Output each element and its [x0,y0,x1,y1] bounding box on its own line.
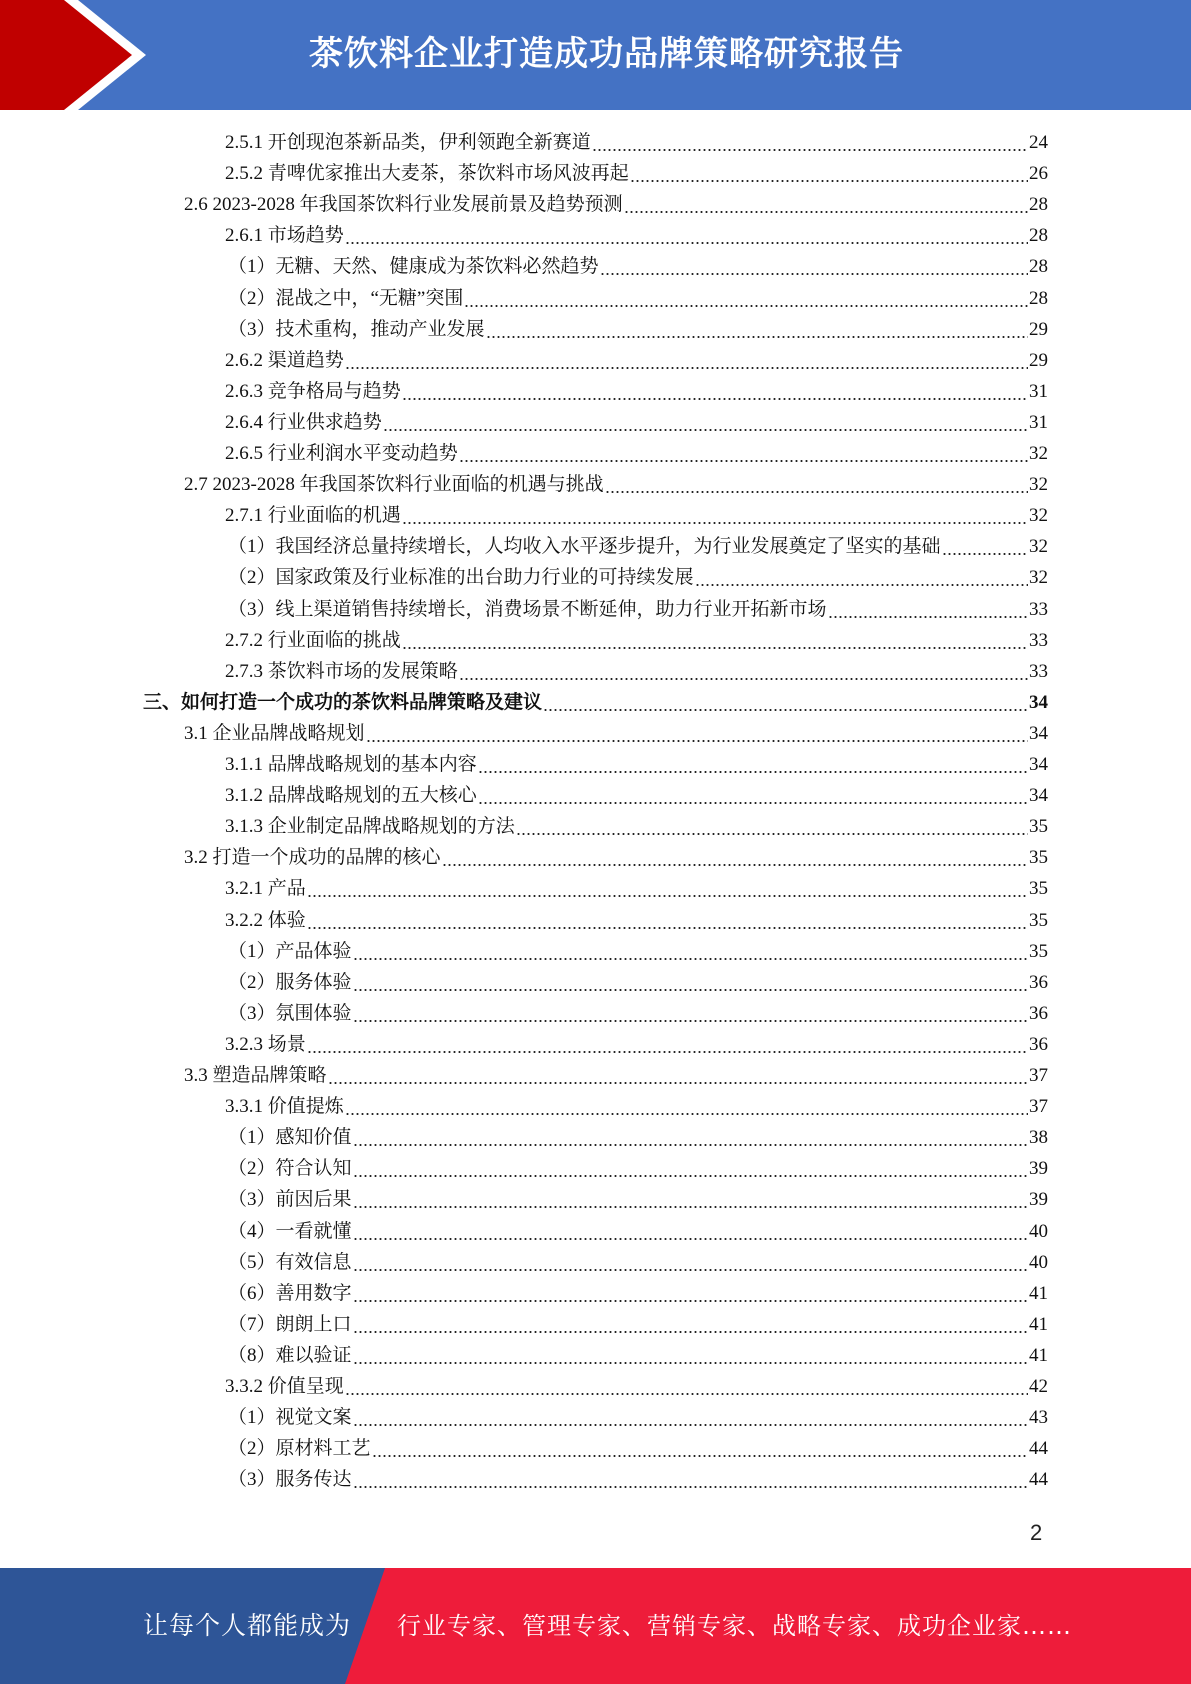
toc-entry-label: （1）视觉文案 [228,1407,352,1428]
toc-entry[interactable] [225,1371,1048,1402]
toc-entry[interactable] [143,687,1048,718]
toc-entry-label: 2.6 2023-2028 年我国茶饮料行业发展前景及趋势预测 [184,194,623,215]
toc-entry-page: 35 [1029,941,1048,962]
toc-entry[interactable] [184,189,1048,220]
toc-entry[interactable] [228,1433,1048,1464]
toc-entry[interactable] [225,220,1048,251]
toc-entry-page: 36 [1029,1034,1048,1055]
toc-leader-dots [345,220,1028,251]
toc-entry-label: 2.6.1 市场趋势 [225,225,344,246]
toc-entry-label: 2.5.1 开创现泡茶新品类，伊利领跑全新赛道 [225,132,591,153]
toc-entry-page: 42 [1029,1376,1048,1397]
toc-leader-dots [307,873,1028,904]
toc-entry-label: 3.2.2 体验 [225,910,306,931]
toc-leader-dots [459,438,1028,469]
toc-leader-dots [459,656,1028,687]
toc-entry-page: 39 [1029,1189,1048,1210]
toc-leader-dots [592,127,1028,158]
toc-entry-label: 2.5.2 青啤优家推出大麦茶，茶饮料市场风波再起 [225,163,629,184]
toc-leader-dots [478,780,1028,811]
toc-entry[interactable] [225,625,1048,656]
toc-entry[interactable] [228,531,1048,562]
toc-entry-label: （3）前因后果 [228,1189,352,1210]
toc-entry-label: 2.6.5 行业利润水平变动趋势 [225,443,458,464]
toc-leader-dots [464,283,1028,314]
toc-entry-page: 33 [1029,599,1048,620]
toc-entry-label: 2.6.3 竞争格局与趋势 [225,381,401,402]
footer-slogan-left: 让每个人都能成为 [143,1611,352,1640]
toc-entry[interactable] [225,158,1048,189]
toc-entry[interactable] [228,1402,1048,1433]
toc-leader-dots [478,749,1028,780]
toc-entry-page: 39 [1029,1158,1048,1179]
toc-entry-label: （6）善用数字 [228,1283,352,1304]
toc-entry-label: 3.1.2 品牌战略规划的五大核心 [225,785,477,806]
toc-entry[interactable] [225,780,1048,811]
toc-entry-label: （1）无糖、天然、健康成为茶饮料必然趋势 [228,256,599,277]
toc-entry-label: 3.3.1 价值提炼 [225,1096,344,1117]
toc-entry-label: 3.1.1 品牌战略规划的基本内容 [225,754,477,775]
toc-entry-page: 32 [1029,505,1048,526]
toc-entry-page: 28 [1029,288,1048,309]
toc-leader-dots [402,625,1028,656]
toc-leader-dots [372,1433,1028,1464]
toc-entry[interactable] [228,1216,1048,1247]
toc-entry[interactable] [228,998,1048,1029]
toc-entry-label: 3.2.3 场景 [225,1034,306,1055]
toc-entry-label: 3.1 企业品牌战略规划 [184,723,365,744]
toc-entry-page: 26 [1029,163,1048,184]
toc-leader-dots [695,562,1028,593]
toc-leader-dots [543,687,1028,718]
toc-leader-dots [486,314,1028,345]
toc-entry-label: 2.6.4 行业供求趋势 [225,412,382,433]
toc-entry-label: （1）感知价值 [228,1127,352,1148]
toc-entry-page: 44 [1029,1469,1048,1490]
footer-slogan-right: 行业专家、管理专家、营销专家、战略专家、成功企业家…… [397,1612,1072,1640]
toc-leader-dots [516,811,1028,842]
toc-entry[interactable] [225,438,1048,469]
page-number: 2 [1030,1520,1043,1545]
toc-entry[interactable] [225,1091,1048,1122]
toc-entry-label: （2）符合认知 [228,1158,352,1179]
toc-entry-page: 29 [1029,350,1048,371]
toc-entry-page: 44 [1029,1438,1048,1459]
toc-entry-page: 24 [1029,132,1048,153]
toc-leader-dots [345,1091,1028,1122]
toc-entry-label: 3.3.2 价值呈现 [225,1376,344,1397]
toc-leader-dots [942,531,1028,562]
toc-entry-label: 2.6.2 渠道趋势 [225,350,344,371]
toc-entry-label: （3）技术重构，推动产业发展 [228,319,485,340]
toc-entry-page: 38 [1029,1127,1048,1148]
toc-entry-page: 32 [1029,443,1048,464]
toc-entry[interactable] [225,811,1048,842]
toc-entry[interactable] [228,1184,1048,1215]
toc-leader-dots [353,998,1028,1029]
toc-entry-label: 2.7 2023-2028 年我国茶饮料行业面临的机遇与挑战 [184,474,604,495]
toc-entry-page: 40 [1029,1221,1048,1242]
toc-entry-page: 35 [1029,910,1048,931]
toc-entry[interactable] [228,1278,1048,1309]
toc-entry-page: 28 [1029,194,1048,215]
toc-entry[interactable] [225,376,1048,407]
toc-leader-dots [353,967,1028,998]
toc-leader-dots [402,376,1028,407]
toc-entry-page: 36 [1029,1003,1048,1024]
toc-entry-page: 36 [1029,972,1048,993]
toc-entry-page: 43 [1029,1407,1048,1428]
toc-entry-page: 37 [1029,1065,1048,1086]
toc-entry-label: （7）朗朗上口 [228,1314,352,1335]
toc-entry[interactable] [184,469,1048,500]
toc-leader-dots [353,1153,1028,1184]
toc-leader-dots [353,1309,1028,1340]
toc-entry[interactable] [228,594,1048,625]
toc-entry[interactable] [228,1464,1048,1495]
toc-leader-dots [383,407,1028,438]
toc-entry-page: 41 [1029,1314,1048,1335]
toc-entry-label: 3.1.3 企业制定品牌战略规划的方法 [225,816,515,837]
toc-entry-page: 37 [1029,1096,1048,1117]
toc-leader-dots [600,251,1028,282]
toc-leader-dots [353,1278,1028,1309]
toc-entry[interactable] [225,656,1048,687]
toc-entry[interactable] [225,127,1048,158]
toc-entry[interactable] [225,407,1048,438]
toc-entry-page: 31 [1029,412,1048,433]
toc-entry[interactable] [184,718,1048,749]
toc-entry-label: 3.3 塑造品牌策略 [184,1065,327,1086]
toc-entry-label: （2）服务体验 [228,972,352,993]
toc-leader-dots [605,469,1028,500]
toc-entry-page: 34 [1029,692,1048,713]
toc-entry-label: （3）线上渠道销售持续增长，消费场景不断延伸，助力行业开拓新市场 [228,599,827,620]
toc-entry[interactable] [184,842,1048,873]
toc-leader-dots [307,905,1028,936]
toc-entry-label: （8）难以验证 [228,1345,352,1366]
toc-entry-page: 34 [1029,785,1048,806]
toc-entry[interactable] [228,1122,1048,1153]
toc-leader-dots [828,594,1028,625]
toc-entry[interactable] [225,1029,1048,1060]
toc-leader-dots [353,1247,1028,1278]
toc-entry[interactable] [225,873,1048,904]
toc-leader-dots [353,1216,1028,1247]
toc-entry[interactable] [225,500,1048,531]
toc-entry-page: 40 [1029,1252,1048,1273]
toc-entry-page: 33 [1029,630,1048,651]
toc-entry[interactable] [228,283,1048,314]
toc-leader-dots [345,1371,1028,1402]
toc-entry[interactable] [225,345,1048,376]
toc-entry-page: 35 [1029,847,1048,868]
toc-entry-label: 三、如何打造一个成功的茶饮料品牌策略及建议 [143,692,543,713]
toc-entry[interactable] [228,1153,1048,1184]
toc-leader-dots [345,345,1028,376]
toc-entry-label: （3）氛围体验 [228,1003,352,1024]
toc-entry-label: （2）混战之中，“无糖”突围 [228,288,464,309]
page-header [0,0,1191,110]
toc-leader-dots [353,1122,1028,1153]
toc-entry-page: 35 [1029,878,1048,899]
toc-entry-page: 34 [1029,723,1048,744]
toc-entry[interactable] [228,562,1048,593]
toc-leader-dots [353,936,1028,967]
toc-entry-page: 29 [1029,319,1048,340]
toc-entry[interactable] [228,251,1048,282]
toc-entry-label: （2）原材料工艺 [228,1438,371,1459]
toc-entry-label: （4）一看就懂 [228,1221,352,1242]
toc-entry-page: 31 [1029,381,1048,402]
header-title: 茶饮料企业打造成功品牌策略研究报告 [309,34,904,74]
toc-entry-label: 2.7.3 茶饮料市场的发展策略 [225,661,458,682]
toc-entry-page: 35 [1029,816,1048,837]
toc-entry[interactable] [225,905,1048,936]
toc-leader-dots [402,500,1028,531]
toc-entry[interactable] [228,1247,1048,1278]
toc-leader-dots [353,1464,1028,1495]
toc-entry-page: 28 [1029,225,1048,246]
toc-entry-page: 32 [1029,474,1048,495]
toc-entry-page: 41 [1029,1345,1048,1366]
toc-leader-dots [630,158,1028,189]
toc-entry-label: （1）我国经济总量持续增长，人均收入水平逐步提升，为行业发展奠定了坚实的基础 [228,536,941,557]
toc-entry-page: 32 [1029,536,1048,557]
toc-entry-page: 41 [1029,1283,1048,1304]
toc-leader-dots [353,1184,1028,1215]
page-footer [0,1568,1191,1684]
toc-entry[interactable] [228,314,1048,345]
toc-entry-label: （3）服务传达 [228,1469,352,1490]
toc-entry-label: 3.2 打造一个成功的品牌的核心 [184,847,441,868]
toc-entry[interactable] [228,967,1048,998]
toc-entry[interactable] [228,1309,1048,1340]
toc-entry-page: 34 [1029,754,1048,775]
toc-entry-label: 2.7.1 行业面临的机遇 [225,505,401,526]
toc-entry[interactable] [225,749,1048,780]
toc-entry-label: （2）国家政策及行业标准的出台助力行业的可持续发展 [228,567,694,588]
toc-entry[interactable] [228,936,1048,967]
toc-entry-label: （5）有效信息 [228,1252,352,1273]
toc-leader-dots [442,842,1028,873]
toc-leader-dots [353,1402,1028,1433]
toc-entry-page: 32 [1029,567,1048,588]
toc-entry[interactable] [228,1340,1048,1371]
toc-entry-label: 2.7.2 行业面临的挑战 [225,630,401,651]
toc-leader-dots [307,1029,1028,1060]
toc-entry-page: 28 [1029,256,1048,277]
toc-entry-label: （1）产品体验 [228,941,352,962]
toc-leader-dots [353,1340,1028,1371]
toc-entry-label: 3.2.1 产品 [225,878,306,899]
toc-leader-dots [328,1060,1028,1091]
toc-entry-page: 33 [1029,661,1048,682]
toc-leader-dots [366,718,1028,749]
toc-leader-dots [624,189,1028,220]
toc-entry[interactable] [184,1060,1048,1091]
